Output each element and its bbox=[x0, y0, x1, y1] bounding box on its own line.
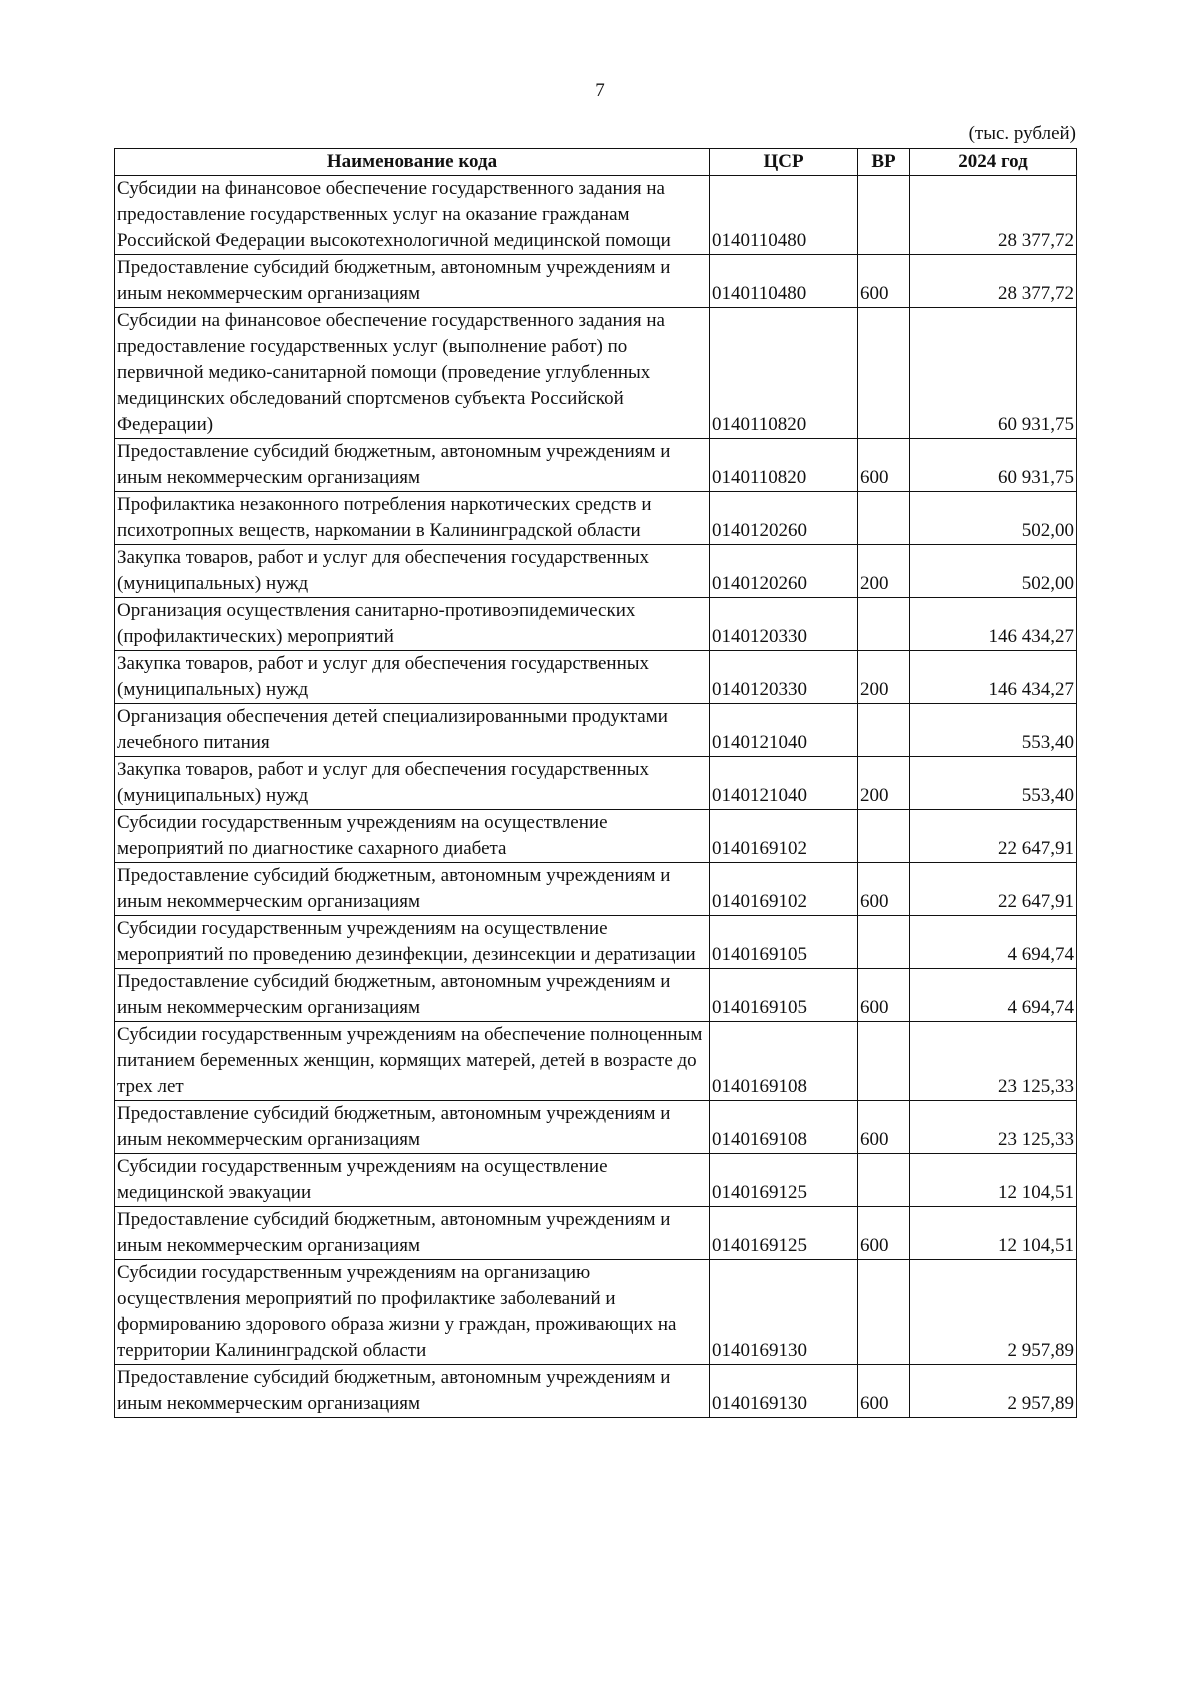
table-row bbox=[115, 810, 1077, 863]
cell-csr: 0140110820 bbox=[710, 439, 858, 492]
cell-amount: 553,40 bbox=[910, 757, 1077, 810]
cell-csr: 0140169125 bbox=[710, 1207, 858, 1260]
cell-vr bbox=[858, 1154, 910, 1207]
cell-vr bbox=[858, 1022, 910, 1101]
cell-csr: 0140110480 bbox=[710, 255, 858, 308]
cell-name: Субсидии на финансовое обеспечение государственного задания на предоставление государственных услуг (выполнение работ) по первичной медико-санитарной помощи (проведение углубленных медицинских обследований спортсменов субъекта Российской Федерации) bbox=[115, 308, 710, 439]
cell-vr bbox=[858, 810, 910, 863]
table-row bbox=[115, 916, 1077, 969]
header-name: Наименование кода bbox=[115, 149, 710, 176]
cell-amount: 502,00 bbox=[910, 492, 1077, 545]
cell-csr: 0140169102 bbox=[710, 863, 858, 916]
cell-csr: 0140169125 bbox=[710, 1154, 858, 1207]
cell-vr: 200 bbox=[858, 651, 910, 704]
cell-name: Субсидии государственным учреждениям на обеспечение полноценным питанием беременных женщин, кормящих матерей, детей в возрасте до трех лет bbox=[115, 1022, 710, 1101]
table-row bbox=[115, 545, 1077, 598]
cell-vr bbox=[858, 492, 910, 545]
table-row bbox=[115, 255, 1077, 308]
cell-name: Предоставление субсидий бюджетным, автономным учреждениям и иным некоммерческим организациям bbox=[115, 969, 710, 1022]
cell-csr: 0140169130 bbox=[710, 1260, 858, 1365]
cell-name: Предоставление субсидий бюджетным, автономным учреждениям и иным некоммерческим организациям bbox=[115, 255, 710, 308]
cell-amount: 4 694,74 bbox=[910, 916, 1077, 969]
table-row bbox=[115, 492, 1077, 545]
table-header-row bbox=[115, 149, 1077, 176]
cell-vr: 600 bbox=[858, 969, 910, 1022]
cell-name: Субсидии на финансовое обеспечение государственного задания на предоставление государственных услуг на оказание гражданам Российской Федерации высокотехнологичной медицинской помощи bbox=[115, 176, 710, 255]
cell-name: Субсидии государственным учреждениям на осуществление медицинской эвакуации bbox=[115, 1154, 710, 1207]
cell-vr: 200 bbox=[858, 757, 910, 810]
cell-vr: 600 bbox=[858, 255, 910, 308]
cell-amount: 4 694,74 bbox=[910, 969, 1077, 1022]
cell-csr: 0140169108 bbox=[710, 1101, 858, 1154]
cell-name: Предоставление субсидий бюджетным, автономным учреждениям и иным некоммерческим организациям bbox=[115, 1207, 710, 1260]
cell-amount: 22 647,91 bbox=[910, 863, 1077, 916]
table-row bbox=[115, 1022, 1077, 1101]
cell-name: Предоставление субсидий бюджетным, автономным учреждениям и иным некоммерческим организациям bbox=[115, 439, 710, 492]
header-vr: ВР bbox=[858, 149, 910, 176]
cell-name: Закупка товаров, работ и услуг для обеспечения государственных (муниципальных) нужд bbox=[115, 545, 710, 598]
page-number: 7 bbox=[595, 80, 605, 101]
cell-csr: 0140110820 bbox=[710, 308, 858, 439]
cell-name: Предоставление субсидий бюджетным, автономным учреждениям и иным некоммерческим организациям bbox=[115, 863, 710, 916]
table-row bbox=[115, 757, 1077, 810]
cell-amount: 28 377,72 bbox=[910, 176, 1077, 255]
cell-csr: 0140120330 bbox=[710, 598, 858, 651]
cell-vr: 600 bbox=[858, 1207, 910, 1260]
cell-csr: 0140169105 bbox=[710, 916, 858, 969]
cell-vr bbox=[858, 598, 910, 651]
cell-name: Закупка товаров, работ и услуг для обеспечения государственных (муниципальных) нужд bbox=[115, 757, 710, 810]
cell-amount: 146 434,27 bbox=[910, 651, 1077, 704]
cell-csr: 0140120260 bbox=[710, 492, 858, 545]
cell-name: Организация обеспечения детей специализированными продуктами лечебного питания bbox=[115, 704, 710, 757]
cell-name: Закупка товаров, работ и услуг для обеспечения государственных (муниципальных) нужд bbox=[115, 651, 710, 704]
cell-vr: 200 bbox=[858, 545, 910, 598]
cell-csr: 0140120330 bbox=[710, 651, 858, 704]
cell-csr: 0140169108 bbox=[710, 1022, 858, 1101]
table-row bbox=[115, 176, 1077, 255]
cell-name: Субсидии государственным учреждениям на осуществление мероприятий по диагностике сахарного диабета bbox=[115, 810, 710, 863]
cell-csr: 0140110480 bbox=[710, 176, 858, 255]
cell-vr: 600 bbox=[858, 863, 910, 916]
header-csr: ЦСР bbox=[710, 149, 858, 176]
cell-vr: 600 bbox=[858, 1101, 910, 1154]
units-note: (тыс. рублей) bbox=[968, 123, 1076, 144]
cell-csr: 0140121040 bbox=[710, 704, 858, 757]
table-row bbox=[115, 969, 1077, 1022]
cell-name: Предоставление субсидий бюджетным, автономным учреждениям и иным некоммерческим организациям bbox=[115, 1365, 710, 1418]
cell-amount: 28 377,72 bbox=[910, 255, 1077, 308]
cell-amount: 12 104,51 bbox=[910, 1207, 1077, 1260]
cell-amount: 60 931,75 bbox=[910, 308, 1077, 439]
cell-amount: 23 125,33 bbox=[910, 1101, 1077, 1154]
cell-vr bbox=[858, 176, 910, 255]
cell-amount: 502,00 bbox=[910, 545, 1077, 598]
table-row bbox=[115, 704, 1077, 757]
budget-table bbox=[114, 148, 1077, 1418]
cell-amount: 2 957,89 bbox=[910, 1260, 1077, 1365]
table-row bbox=[115, 863, 1077, 916]
cell-vr bbox=[858, 308, 910, 439]
table-row bbox=[115, 1365, 1077, 1418]
cell-csr: 0140169130 bbox=[710, 1365, 858, 1418]
cell-amount: 60 931,75 bbox=[910, 439, 1077, 492]
table-row bbox=[115, 308, 1077, 439]
cell-vr: 600 bbox=[858, 439, 910, 492]
cell-csr: 0140169102 bbox=[710, 810, 858, 863]
table-row bbox=[115, 1101, 1077, 1154]
cell-vr bbox=[858, 704, 910, 757]
table-row bbox=[115, 1154, 1077, 1207]
cell-csr: 0140121040 bbox=[710, 757, 858, 810]
cell-name: Предоставление субсидий бюджетным, автономным учреждениям и иным некоммерческим организациям bbox=[115, 1101, 710, 1154]
cell-name: Субсидии государственным учреждениям на организацию осуществления мероприятий по профилактике заболеваний и формированию здорового образа жизни у граждан, проживающих на территории Калининградской области bbox=[115, 1260, 710, 1365]
table-row bbox=[115, 598, 1077, 651]
cell-amount: 12 104,51 bbox=[910, 1154, 1077, 1207]
cell-csr: 0140120260 bbox=[710, 545, 858, 598]
cell-amount: 553,40 bbox=[910, 704, 1077, 757]
cell-name: Профилактика незаконного потребления наркотических средств и психотропных веществ, наркомании в Калининградской области bbox=[115, 492, 710, 545]
cell-amount: 22 647,91 bbox=[910, 810, 1077, 863]
cell-vr bbox=[858, 916, 910, 969]
table-row bbox=[115, 439, 1077, 492]
table-row bbox=[115, 1207, 1077, 1260]
cell-name: Организация осуществления санитарно-противоэпидемических (профилактических) мероприятий bbox=[115, 598, 710, 651]
cell-vr: 600 bbox=[858, 1365, 910, 1418]
cell-csr: 0140169105 bbox=[710, 969, 858, 1022]
cell-amount: 146 434,27 bbox=[910, 598, 1077, 651]
table-row bbox=[115, 651, 1077, 704]
cell-name: Субсидии государственным учреждениям на осуществление мероприятий по проведению дезинфекции, дезинсекции и дератизации bbox=[115, 916, 710, 969]
cell-vr bbox=[858, 1260, 910, 1365]
header-amount: 2024 год bbox=[910, 149, 1077, 176]
table-row bbox=[115, 1260, 1077, 1365]
cell-amount: 2 957,89 bbox=[910, 1365, 1077, 1418]
cell-amount: 23 125,33 bbox=[910, 1022, 1077, 1101]
